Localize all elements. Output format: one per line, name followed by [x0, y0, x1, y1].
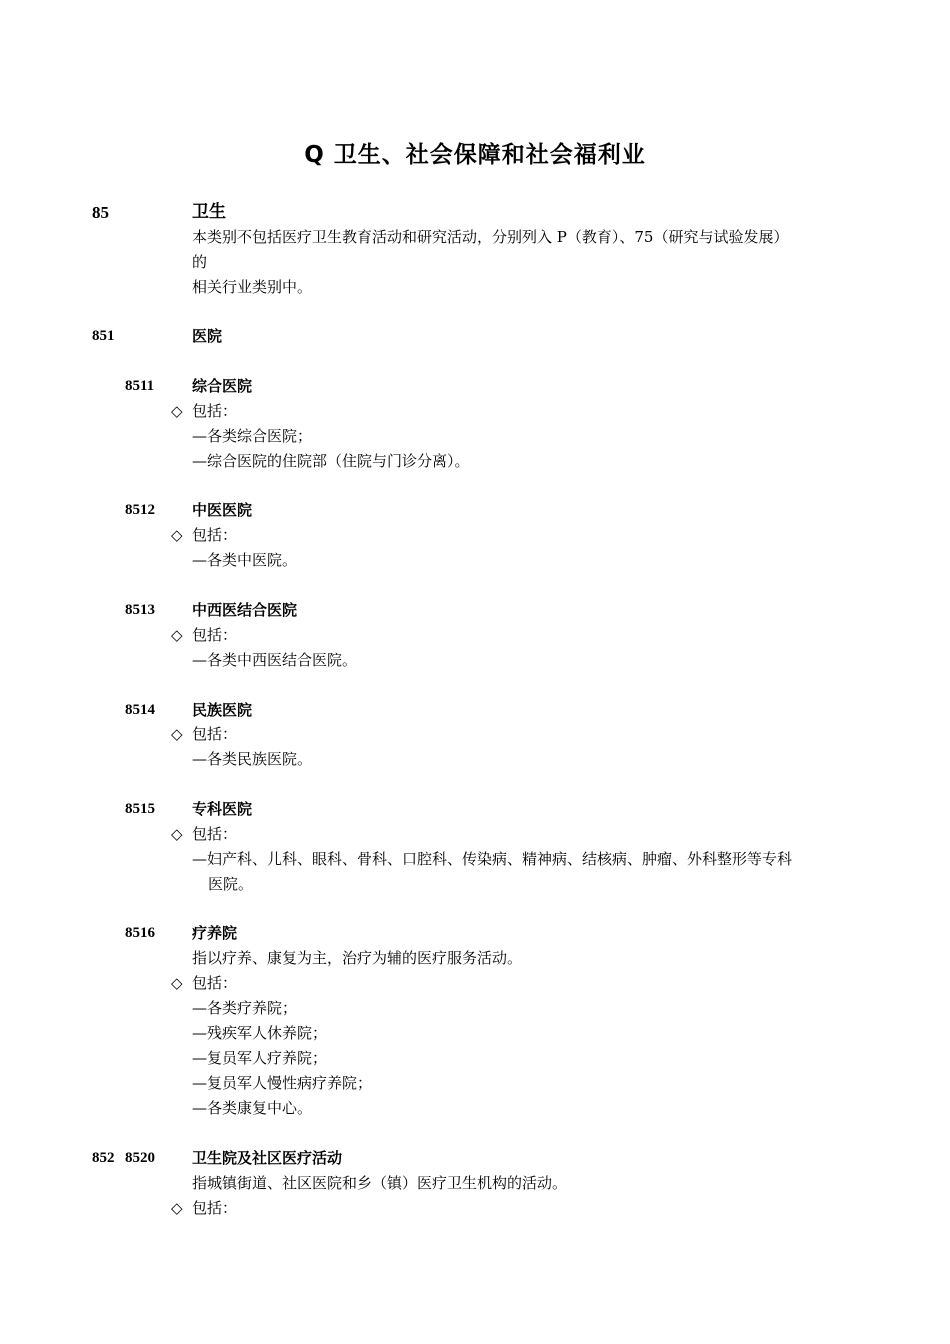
list-item-continuation: 医院。	[208, 875, 254, 893]
class-code-8511: 8511	[125, 378, 155, 394]
class-heading-8512: 中医医院	[192, 501, 253, 519]
class-description-8520: 指城镇街道、社区医院和乡（镇）医疗卫生机构的活动。	[192, 1174, 568, 1192]
class-code-8514: 8514	[125, 702, 155, 718]
page-title: Q 卫生、社会保障和社会福利业	[304, 142, 646, 168]
list-item: —妇产科、儿科、眼科、骨科、口腔科、传染病、精神病、结核病、肿瘤、外科整形等专科	[192, 850, 793, 868]
class-code-8515: 8515	[125, 801, 155, 817]
class-heading-8513: 中西医结合医院	[192, 601, 298, 619]
class-heading-8520: 卫生院及社区医疗活动	[192, 1149, 343, 1167]
list-item: —各类中医院。	[192, 551, 298, 569]
includes-label: 包括：	[192, 402, 238, 420]
class-heading-8514: 民族医院	[192, 701, 253, 719]
list-item: —各类疗养院；	[192, 999, 298, 1017]
class-heading-85: 卫生	[192, 202, 226, 222]
class-heading-851: 医院	[192, 327, 223, 345]
class-code-8513: 8513	[125, 602, 155, 618]
class-heading-8511: 综合医院	[192, 377, 253, 395]
class-description-8516: 指以疗养、康复为主，治疗为辅的医疗服务活动。	[192, 949, 523, 967]
list-item: —各类综合医院；	[192, 427, 313, 445]
class-description-85-line1: 本类别不包括医疗卫生教育活动和研究活动，分别列入 P（教育）、75（研究与试验发展）	[192, 228, 789, 246]
includes-label: 包括：	[192, 825, 238, 843]
list-item: —各类民族医院。	[192, 750, 313, 768]
includes-label: 包括：	[192, 1199, 238, 1217]
list-item: —复员军人疗养院；	[192, 1049, 328, 1067]
includes-label: 包括：	[192, 725, 238, 743]
class-code-8520: 8520	[125, 1150, 155, 1166]
class-code-851: 851	[92, 328, 115, 344]
list-item: —残疾军人休养院；	[192, 1024, 328, 1042]
list-item: —各类中西医结合医院。	[192, 651, 358, 669]
diamond-bullet-icon: ◇	[171, 402, 183, 420]
diamond-bullet-icon: ◇	[171, 626, 183, 644]
diamond-bullet-icon: ◇	[171, 526, 183, 544]
includes-label: 包括：	[192, 626, 238, 644]
includes-label: 包括：	[192, 974, 238, 992]
class-code-85: 85	[92, 203, 109, 222]
class-heading-8515: 专科医院	[192, 800, 253, 818]
class-description-85-line3: 相关行业类别中。	[192, 278, 313, 296]
diamond-bullet-icon: ◇	[171, 974, 183, 992]
class-heading-8516: 疗养院	[192, 924, 238, 942]
class-code-8516: 8516	[125, 925, 155, 941]
diamond-bullet-icon: ◇	[171, 725, 183, 743]
list-item: —复员军人慢性病疗养院；	[192, 1074, 373, 1092]
list-item: —各类康复中心。	[192, 1099, 313, 1117]
list-item: —综合医院的住院部（住院与门诊分离）。	[192, 452, 470, 470]
diamond-bullet-icon: ◇	[171, 825, 183, 843]
includes-label: 包括：	[192, 526, 238, 544]
class-code-8512: 8512	[125, 502, 155, 518]
diamond-bullet-icon: ◇	[171, 1199, 183, 1217]
class-description-85-line2: 的	[192, 253, 208, 271]
class-code-852: 852	[92, 1150, 115, 1166]
